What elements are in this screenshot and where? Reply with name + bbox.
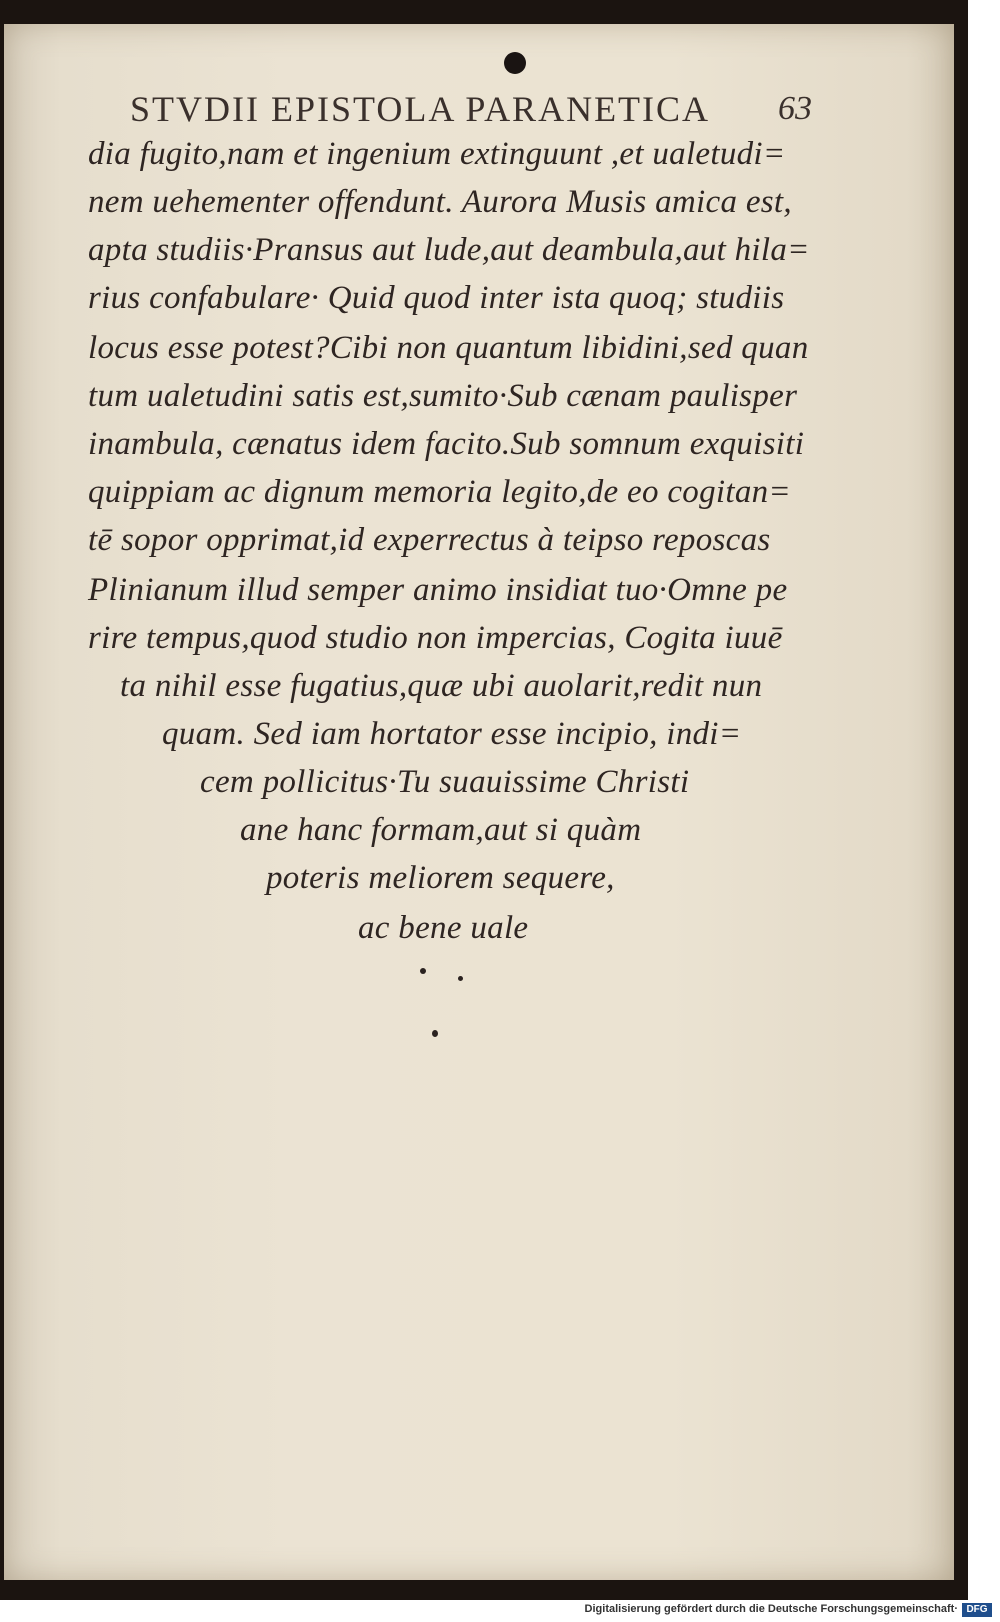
ink-speck — [458, 976, 463, 981]
running-header: STVDII EPISTOLA PARANETICA — [130, 89, 711, 129]
text-line: nem uehementer offendunt. Aurora Musis amica est, — [88, 184, 792, 220]
dfg-logo: DFG — [962, 1603, 992, 1617]
text-line: rire tempus,quod studio non impercias, Cogita iuuē — [88, 620, 783, 656]
text-line: quam. Sed iam hortator esse incipio, indi= — [162, 716, 742, 752]
ink-speck — [420, 968, 426, 974]
text-line: rius confabulare· Quid quod inter ista quoq; studiis — [88, 280, 785, 316]
text-line: tē sopor opprimat,id experrectus à teipso reposcas — [88, 522, 771, 558]
page-number: 63 — [778, 90, 812, 127]
text-line: tum ualetudini satis est,sumito·Sub cænam paulisper — [88, 378, 798, 414]
text-line: poteris meliorem sequere, — [266, 860, 615, 896]
text-line: ane hanc formam,aut si quàm — [240, 812, 642, 848]
text-line: quippiam ac dignum memoria legito,de eo cogitan= — [88, 474, 791, 510]
text-line: locus esse potest?Cibi non quantum libidini,sed quan — [88, 330, 809, 366]
ink-dot — [504, 52, 526, 74]
text-line: inambula, cænatus idem facito.Sub somnum exquisiti — [88, 426, 805, 462]
text-line: ta nihil esse fugatius,quæ ubi auolarit,redit nun — [120, 668, 763, 704]
ink-speck — [432, 1030, 438, 1037]
text-line: dia fugito,nam et ingenium extinguunt ,et ualetudi= — [88, 136, 786, 172]
funding-credit: Digitalisierung gefördert durch die Deutsche Forschungsgemeinschaft· — [584, 1603, 958, 1615]
text-line: Plinianum illud semper animo insidiat tuo·Omne pe — [88, 572, 788, 608]
text-line: cem pollicitus·Tu suauissime Christi — [200, 764, 690, 800]
text-line: apta studiis·Pransus aut lude,aut deambula,aut hila= — [88, 232, 810, 268]
text-line: ac bene uale — [358, 910, 529, 946]
footer-bar — [0, 1600, 1000, 1622]
